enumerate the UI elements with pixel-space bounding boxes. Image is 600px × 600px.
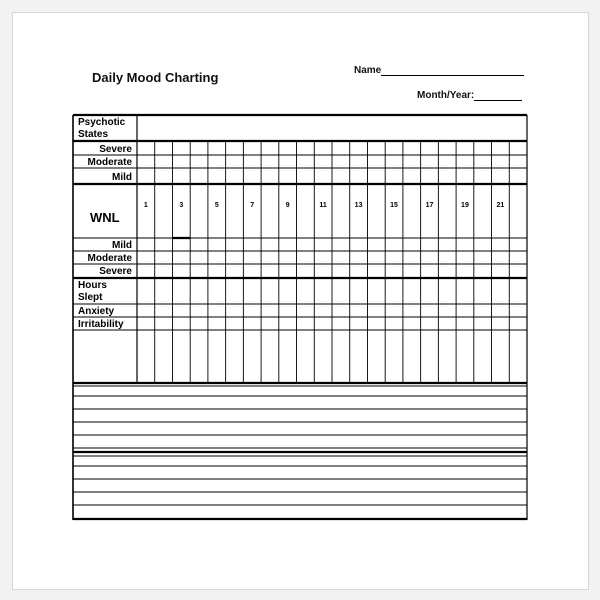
psychotic-label-line1: Psychotic	[78, 117, 126, 128]
day-number: 11	[319, 202, 327, 209]
upper-mild-label: Mild	[112, 172, 132, 183]
day-number: 7	[250, 202, 255, 209]
upper-moderate-label: Moderate	[87, 157, 132, 168]
day-number: 21	[496, 202, 505, 209]
day-number: 13	[354, 202, 363, 209]
day-number: 5	[214, 202, 219, 209]
lower-severe-label: Severe	[99, 266, 132, 277]
lower-moderate-label: Moderate	[87, 253, 132, 264]
day-number: 9	[285, 202, 290, 209]
psychotic-label-line2: States	[78, 129, 109, 140]
day-number: 19	[461, 202, 469, 209]
day-number: 3	[179, 202, 184, 209]
name-label: Name	[354, 65, 382, 76]
day-number: 15	[390, 202, 398, 209]
day-number: 17	[425, 202, 434, 209]
hours-label-line2: Slept	[78, 292, 103, 303]
document-title: Daily Mood Charting	[92, 70, 219, 85]
hours-label-line1: Hours	[78, 280, 107, 291]
day-number: 1	[143, 202, 148, 209]
anxiety-label: Anxiety	[78, 306, 115, 317]
wnl-label: WNL	[90, 210, 120, 225]
month-year-label: Month/Year:	[417, 90, 475, 101]
irritability-label: Irritability	[78, 319, 124, 330]
lower-mild-label: Mild	[112, 240, 132, 251]
upper-severe-label: Severe	[99, 144, 132, 155]
